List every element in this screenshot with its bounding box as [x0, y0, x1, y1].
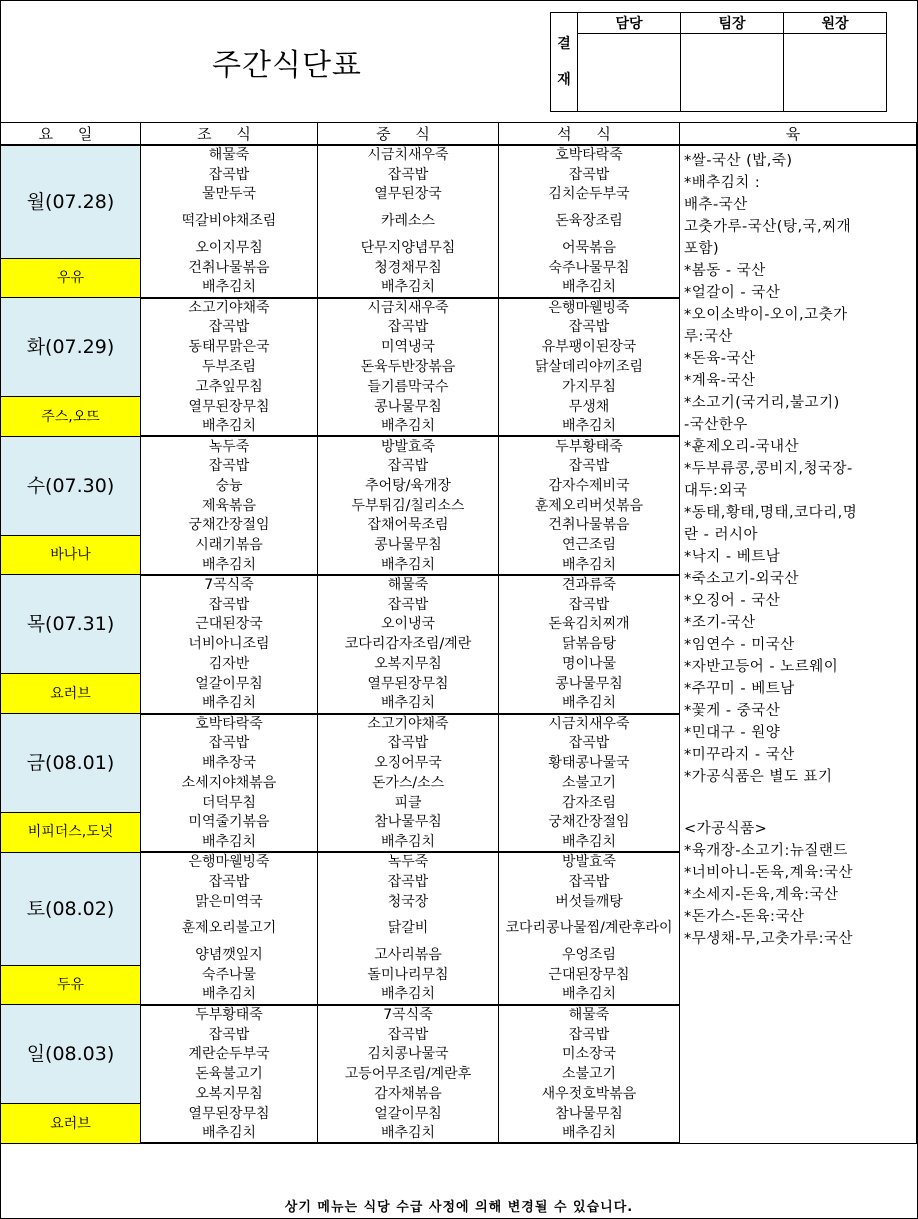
menu-item-breakfast: 양념깻잎지	[141, 945, 318, 965]
menu-item-lunch: 오이냉국	[318, 615, 499, 635]
menu-item-dinner: 잡곡밥	[499, 456, 680, 476]
menu-item-dinner: 견과류죽	[499, 575, 680, 595]
origin-line: 배추-국산	[684, 197, 748, 213]
menu-item-dinner: 어묵볶음	[499, 238, 680, 258]
menu-item-lunch: 열무된장무침	[318, 674, 499, 694]
origin-line: 고춧가루-국산(탕,국,찌개	[684, 219, 852, 235]
menu-item-dinner: 잡곡밥	[499, 595, 680, 615]
menu-item-lunch: 카레소스	[318, 204, 499, 238]
menu-item-lunch: 감자채볶음	[318, 1084, 499, 1104]
menu-item-breakfast: 7곡식죽	[141, 575, 318, 595]
menu-item-breakfast: 시래기볶음	[141, 535, 318, 555]
menu-item-breakfast: 고추잎무침	[141, 377, 318, 397]
menu-item-lunch: 잡채어묵조림	[318, 516, 499, 536]
approval-sign-staff[interactable]	[578, 34, 681, 112]
origin-line: -국산한우	[684, 417, 748, 433]
menu-item-breakfast: 오이지무침	[141, 238, 318, 258]
menu-item-lunch: 녹두죽	[318, 852, 499, 872]
menu-item-lunch: 오징어무국	[318, 753, 499, 773]
origin-line: *봄동 - 국산	[684, 263, 766, 279]
menu-item-breakfast: 배추김치	[141, 985, 318, 1005]
menu-item-breakfast: 맑은미역국	[141, 892, 318, 912]
menu-item-dinner: 감자조림	[499, 793, 680, 813]
origin-line: 루:국산	[684, 329, 733, 345]
menu-item-dinner: 감자수제비국	[499, 476, 680, 496]
menu-item-lunch: 배추김치	[318, 985, 499, 1005]
origin-line: *훈제오리-국내산	[684, 439, 800, 455]
processed-line: *너비아니-돈육,계육:국산	[684, 865, 854, 881]
menu-item-breakfast: 미역줄기볶음	[141, 813, 318, 833]
approval-label-1: 결	[557, 36, 571, 52]
menu-item-lunch: 코다리감자조림/계란	[318, 634, 499, 654]
day-label: 화(07.29)	[1, 298, 141, 397]
menu-item-dinner: 배추김치	[499, 555, 680, 575]
menu-item-lunch: 열무된장국	[318, 185, 499, 205]
day-label: 목(07.31)	[1, 575, 141, 674]
col-header-origin: 육	[680, 123, 917, 146]
menu-item-breakfast: 더덕무침	[141, 793, 318, 813]
menu-item-lunch: 콩나물무침	[318, 397, 499, 417]
snack-label: 주스,오뜨	[1, 397, 141, 437]
menu-item-dinner: 닭볶음탕	[499, 634, 680, 654]
menu-item-lunch: 돈육두반장볶음	[318, 357, 499, 377]
menu-item-lunch: 잡곡밥	[318, 456, 499, 476]
menu-item-dinner: 버섯들깨탕	[499, 892, 680, 912]
menu-item-dinner: 훈제오리버섯볶음	[499, 496, 680, 516]
processed-line: *무생채-무,고춧가루:국산	[684, 931, 854, 947]
menu-item-lunch: 시금치새우죽	[318, 298, 499, 318]
day-label: 일(08.03)	[1, 1005, 141, 1104]
menu-item-dinner: 소불고기	[499, 773, 680, 793]
day-label: 금(08.01)	[1, 714, 141, 813]
menu-item-breakfast: 열무된장무침	[141, 397, 318, 417]
menu-item-breakfast: 열무된장무침	[141, 1104, 318, 1124]
menu-item-breakfast: 건취나물볶음	[141, 258, 318, 278]
menu-item-dinner: 미소장국	[499, 1044, 680, 1064]
menu-item-dinner: 배추김치	[499, 278, 680, 298]
menu-item-breakfast: 잡곡밥	[141, 165, 318, 185]
menu-item-breakfast: 떡갈비야채조림	[141, 204, 318, 238]
menu-item-breakfast: 두부황태죽	[141, 1005, 318, 1025]
origin-line: *오징어 - 국산	[684, 593, 781, 609]
menu-item-dinner: 명이나물	[499, 654, 680, 674]
menu-item-dinner: 두부황태죽	[499, 436, 680, 456]
menu-table	[0, 122, 917, 1144]
page-title: 주간식단표	[212, 48, 362, 83]
day-label: 월(07.28)	[1, 145, 141, 258]
approval-box	[550, 12, 887, 112]
menu-item-breakfast: 은행마웰빙죽	[141, 852, 318, 872]
col-header-day: 요 일	[1, 123, 141, 146]
menu-item-breakfast: 궁채간장절임	[141, 516, 318, 536]
menu-item-dinner: 방발효죽	[499, 852, 680, 872]
menu-item-lunch: 오복지무침	[318, 654, 499, 674]
menu-item-dinner: 잡곡밥	[499, 318, 680, 338]
origin-line: *꽃게 - 중국산	[684, 703, 781, 719]
menu-item-lunch: 김치콩나물국	[318, 1044, 499, 1064]
snack-label: 바나나	[1, 535, 141, 575]
menu-item-dinner: 배추김치	[499, 832, 680, 852]
menu-item-dinner: 시금치새우죽	[499, 714, 680, 734]
snack-label: 우유	[1, 258, 141, 298]
menu-item-lunch: 배추김치	[318, 278, 499, 298]
menu-item-lunch: 해물죽	[318, 575, 499, 595]
origin-line: 란 - 러시아	[684, 527, 758, 543]
menu-item-dinner: 유부팽이된장국	[499, 337, 680, 357]
menu-item-dinner: 근대된장무침	[499, 965, 680, 985]
menu-item-lunch: 청경채무침	[318, 258, 499, 278]
menu-item-breakfast: 훈제오리불고기	[141, 911, 318, 945]
menu-item-dinner: 콩나물무침	[499, 674, 680, 694]
menu-item-breakfast: 해물죽	[141, 145, 318, 165]
menu-item-dinner: 궁채간장절임	[499, 813, 680, 833]
origin-line: *동태,황태,명태,코다리,명	[684, 505, 858, 521]
menu-item-dinner: 김치순두부국	[499, 185, 680, 205]
approval-label	[551, 13, 578, 112]
menu-item-breakfast: 잡곡밥	[141, 595, 318, 615]
menu-item-dinner: 잡곡밥	[499, 1025, 680, 1045]
origin-line: *배추김치 :	[684, 175, 761, 191]
menu-item-dinner: 잡곡밥	[499, 733, 680, 753]
menu-item-breakfast: 소고기야채죽	[141, 298, 318, 318]
menu-item-breakfast: 계란순두부국	[141, 1044, 318, 1064]
menu-item-breakfast: 숭늉	[141, 476, 318, 496]
menu-item-breakfast: 숙주나물	[141, 965, 318, 985]
menu-item-lunch: 미역냉국	[318, 337, 499, 357]
footer-notice: 상기 메뉴는 식당 수급 사정에 의해 변경될 수 있습니다.	[284, 1200, 634, 1215]
menu-item-breakfast: 배추김치	[141, 555, 318, 575]
menu-item-breakfast: 오복지무침	[141, 1084, 318, 1104]
approval-sign-team-leader[interactable]	[681, 34, 784, 112]
menu-item-lunch: 7곡식죽	[318, 1005, 499, 1025]
menu-header-row	[1, 123, 917, 146]
menu-item-dinner: 새우젓호박볶음	[499, 1084, 680, 1104]
menu-item-dinner: 배추김치	[499, 1124, 680, 1144]
menu-item-lunch: 고등어무조림/계란후	[318, 1064, 499, 1084]
menu-item-lunch: 잡곡밥	[318, 165, 499, 185]
menu-item-breakfast: 김자반	[141, 654, 318, 674]
origin-line: *자반고등어 - 노르웨이	[684, 659, 839, 675]
menu-item-breakfast: 잡곡밥	[141, 733, 318, 753]
menu-item-lunch: 잡곡밥	[318, 595, 499, 615]
menu-item-lunch: 고사리볶음	[318, 945, 499, 965]
origin-line: *민대구 - 원양	[684, 725, 781, 741]
menu-item-dinner: 은행마웰빙죽	[499, 298, 680, 318]
day-label: 토(08.02)	[1, 852, 141, 965]
menu-item-dinner: 돈육김치찌개	[499, 615, 680, 635]
menu-item-dinner: 건취나물볶음	[499, 516, 680, 536]
approval-head-director: 원장	[784, 13, 887, 34]
menu-item-dinner: 잡곡밥	[499, 165, 680, 185]
menu-item-dinner: 숙주나물무침	[499, 258, 680, 278]
menu-item-dinner: 배추김치	[499, 417, 680, 437]
origin-line: *죽소고기-외국산	[684, 571, 800, 587]
origin-line: *돈육-국산	[684, 351, 756, 367]
menu-item-lunch: 잡곡밥	[318, 872, 499, 892]
menu-item-breakfast: 잡곡밥	[141, 872, 318, 892]
menu-item-lunch: 잡곡밥	[318, 318, 499, 338]
approval-sign-director[interactable]	[784, 34, 887, 112]
approval-head-team-leader: 팀장	[681, 13, 784, 34]
menu-item-breakfast: 호박타락죽	[141, 714, 318, 734]
menu-item-dinner: 배추김치	[499, 985, 680, 1005]
menu-item-breakfast: 소세지야채볶음	[141, 773, 318, 793]
menu-item-dinner: 코다리콩나물찜/계란후라이	[499, 911, 680, 945]
snack-label: 비피더스,도넛	[1, 813, 141, 853]
menu-item-lunch: 청국장	[318, 892, 499, 912]
origin-line: *조기-국산	[684, 615, 756, 631]
menu-item-breakfast: 배추김치	[141, 694, 318, 714]
menu-item-breakfast: 잡곡밥	[141, 456, 318, 476]
col-header-lunch: 중 식	[318, 123, 499, 146]
menu-item-lunch: 배추김치	[318, 832, 499, 852]
menu-item-dinner: 닭살데리야끼조림	[499, 357, 680, 377]
origin-line: *임연수 - 미국산	[684, 637, 795, 653]
menu-item-lunch: 피클	[318, 793, 499, 813]
menu-item-lunch: 돌미나리무침	[318, 965, 499, 985]
col-header-dinner: 석 식	[499, 123, 680, 146]
menu-item-breakfast: 돈육불고기	[141, 1064, 318, 1084]
menu-item-lunch: 방발효죽	[318, 436, 499, 456]
menu-item-breakfast: 근대된장국	[141, 615, 318, 635]
processed-line: *소세지-돈육,계육:국산	[684, 887, 839, 903]
menu-item-dinner: 소불고기	[499, 1064, 680, 1084]
menu-item-breakfast: 배추김치	[141, 278, 318, 298]
processed-title: <가공식품>	[684, 821, 768, 837]
menu-item-dinner: 황태콩나물국	[499, 753, 680, 773]
menu-item-dinner: 해물죽	[499, 1005, 680, 1025]
menu-item-dinner: 잡곡밥	[499, 872, 680, 892]
menu-item-lunch: 닭갈비	[318, 911, 499, 945]
origin-info	[680, 145, 917, 1143]
menu-item-breakfast: 두부조림	[141, 357, 318, 377]
menu-row	[1, 145, 917, 165]
menu-item-breakfast: 배추김치	[141, 832, 318, 852]
menu-item-lunch: 얼갈이무침	[318, 1104, 499, 1124]
day-label: 수(07.30)	[1, 436, 141, 535]
origin-line: *주꾸미 - 베트남	[684, 681, 795, 697]
approval-label-2: 재	[557, 72, 571, 88]
menu-item-breakfast: 얼갈이무침	[141, 674, 318, 694]
menu-item-lunch: 배추김치	[318, 1124, 499, 1144]
menu-item-breakfast: 잡곡밥	[141, 318, 318, 338]
snack-label: 두유	[1, 965, 141, 1005]
origin-gap	[684, 788, 914, 818]
menu-item-lunch: 단무지양념무침	[318, 238, 499, 258]
menu-item-lunch: 잡곡밥	[318, 733, 499, 753]
origin-line: 대두:외국	[684, 483, 748, 499]
menu-item-dinner: 돈육장조림	[499, 204, 680, 238]
menu-item-breakfast: 녹두죽	[141, 436, 318, 456]
menu-item-lunch: 시금치새우죽	[318, 145, 499, 165]
menu-item-breakfast: 물만두국	[141, 185, 318, 205]
menu-item-breakfast: 배추김치	[141, 417, 318, 437]
menu-item-dinner: 연근조림	[499, 535, 680, 555]
origin-line: *쌀-국산 (밥,죽)	[684, 153, 793, 169]
approval-head-staff: 담당	[578, 13, 681, 34]
origin-line: *오이소박이-오이,고춧가	[684, 307, 848, 323]
menu-item-dinner: 가지무침	[499, 377, 680, 397]
menu-item-lunch: 두부튀김/칠리소스	[318, 496, 499, 516]
menu-item-dinner: 무생채	[499, 397, 680, 417]
menu-item-breakfast: 잡곡밥	[141, 1025, 318, 1045]
menu-item-dinner: 참나물무침	[499, 1104, 680, 1124]
menu-item-lunch: 배추김치	[318, 555, 499, 575]
menu-item-lunch: 참나물무침	[318, 813, 499, 833]
origin-line: *얼갈이 - 국산	[684, 285, 781, 301]
origin-line: 포함)	[684, 241, 720, 257]
origin-line: *낙지 - 베트남	[684, 549, 781, 565]
origin-line: *소고기(국거리,불고기)	[684, 395, 840, 411]
menu-item-lunch: 돈가스/소스	[318, 773, 499, 793]
menu-item-dinner: 배추김치	[499, 694, 680, 714]
origin-line: *계육-국산	[684, 373, 756, 389]
col-header-breakfast: 조 식	[141, 123, 318, 146]
origin-line: *두부류콩,콩비지,청국장-	[684, 461, 853, 477]
menu-item-lunch: 콩나물무침	[318, 535, 499, 555]
menu-item-breakfast: 배추장국	[141, 753, 318, 773]
menu-item-lunch: 들기름막국수	[318, 377, 499, 397]
origin-line: *미꾸라지 - 국산	[684, 747, 795, 763]
menu-item-lunch: 잡곡밥	[318, 1025, 499, 1045]
processed-line: *돈가스-돈육:국산	[684, 909, 805, 925]
menu-item-dinner: 우엉조림	[499, 945, 680, 965]
menu-item-breakfast: 너비아니조림	[141, 634, 318, 654]
snack-label: 요러브	[1, 1104, 141, 1144]
processed-line: *육개장-소고기:뉴질랜드	[684, 843, 848, 859]
menu-item-breakfast: 배추김치	[141, 1124, 318, 1144]
menu-item-lunch: 추어탕/육개장	[318, 476, 499, 496]
menu-item-lunch: 배추김치	[318, 417, 499, 437]
menu-item-breakfast: 동태무맑은국	[141, 337, 318, 357]
menu-item-lunch: 소고기야채죽	[318, 714, 499, 734]
menu-item-breakfast: 제육볶음	[141, 496, 318, 516]
menu-item-dinner: 호박타락죽	[499, 145, 680, 165]
origin-line: *가공식품은 별도 표기	[684, 769, 833, 785]
menu-item-lunch: 배추김치	[318, 694, 499, 714]
snack-label: 요러브	[1, 674, 141, 714]
